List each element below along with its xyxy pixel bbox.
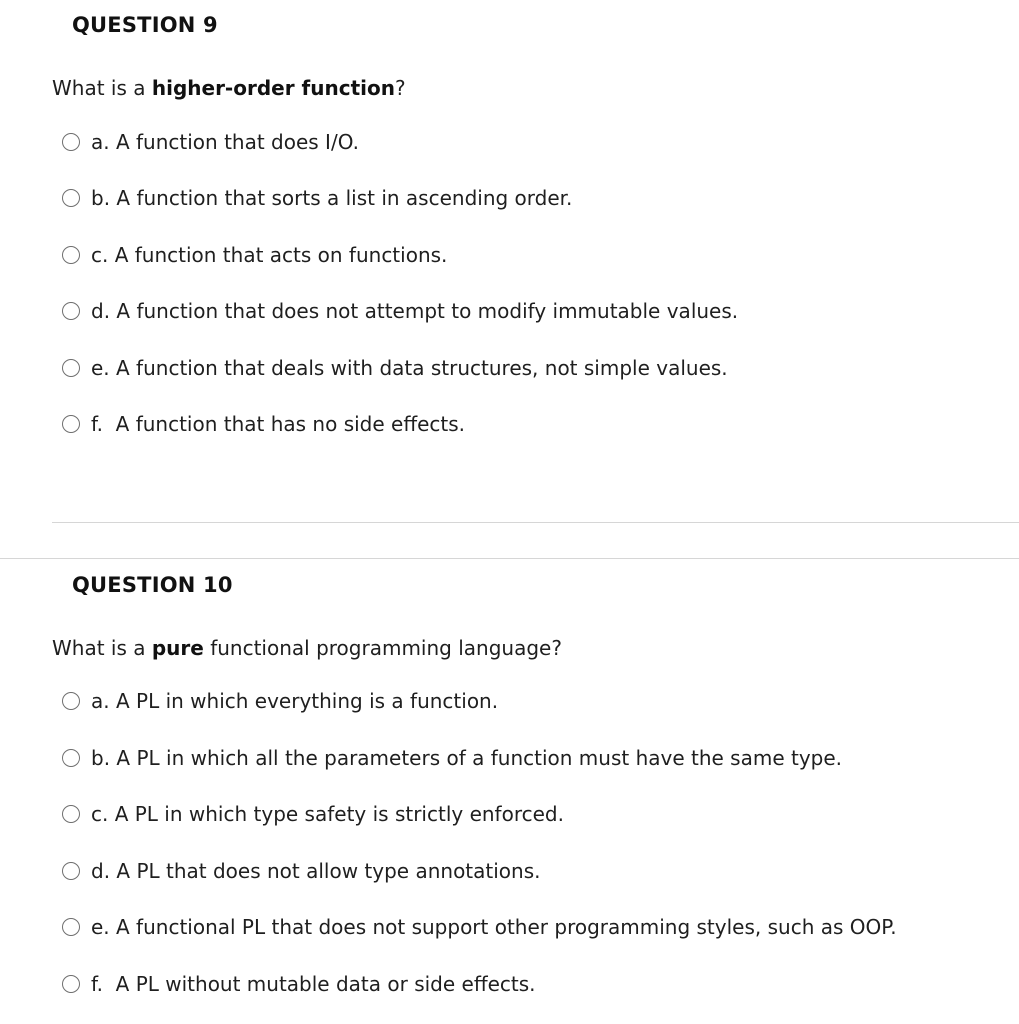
answer-option-a[interactable] — [62, 130, 359, 154]
radio-button-icon[interactable] — [62, 918, 80, 936]
radio-button-icon[interactable] — [62, 749, 80, 767]
question-title: QUESTION 10 — [72, 573, 233, 597]
answer-option-b[interactable] — [62, 746, 842, 770]
answer-option-label: c. A function that acts on functions. — [91, 243, 448, 267]
answer-option-label: e. A functional PL that does not support other programming styles, such as OOP. — [91, 915, 897, 939]
answer-option-e[interactable] — [62, 356, 728, 380]
radio-button-icon[interactable] — [62, 862, 80, 880]
answer-option-e[interactable] — [62, 915, 897, 939]
radio-button-icon[interactable] — [62, 415, 80, 433]
answer-option-d[interactable] — [62, 859, 541, 883]
answer-option-label: d. A PL that does not allow type annotations. — [91, 859, 541, 883]
radio-button-icon[interactable] — [62, 302, 80, 320]
prompt-emphasis: pure — [151, 636, 204, 660]
radio-button-icon[interactable] — [62, 359, 80, 377]
answer-option-label: a. A function that does I/O. — [91, 130, 359, 154]
answer-option-f[interactable] — [62, 412, 465, 436]
answer-option-a[interactable] — [62, 689, 498, 713]
radio-button-icon[interactable] — [62, 189, 80, 207]
prompt-emphasis: higher-order function — [151, 76, 395, 100]
prompt-text: What is a — [52, 636, 152, 660]
answer-option-label: b. A function that sorts a list in ascending order. — [91, 186, 573, 210]
question-divider — [52, 522, 1019, 523]
answer-option-label: a. A PL in which everything is a function. — [91, 689, 499, 713]
answer-option-f[interactable] — [62, 972, 536, 996]
answer-option-c[interactable] — [62, 802, 564, 826]
prompt-text: What is a — [52, 76, 152, 100]
question-prompt — [52, 638, 562, 658]
answer-option-label: e. A function that deals with data structures, not simple values. — [91, 356, 728, 380]
radio-button-icon[interactable] — [62, 692, 80, 710]
answer-option-label: d. A function that does not attempt to modify immutable values. — [91, 299, 739, 323]
answer-option-b[interactable] — [62, 186, 572, 210]
radio-button-icon[interactable] — [62, 975, 80, 993]
question-title: QUESTION 9 — [72, 13, 218, 37]
prompt-text-end: functional programming language? — [203, 636, 562, 660]
radio-button-icon[interactable] — [62, 133, 80, 151]
radio-button-icon[interactable] — [62, 246, 80, 264]
answer-option-d[interactable] — [62, 299, 738, 323]
answer-option-label: b. A PL in which all the parameters of a function must have the same type. — [91, 746, 843, 770]
answer-option-label: f. A PL without mutable data or side effects. — [91, 972, 536, 996]
answer-option-label: f. A function that has no side effects. — [91, 412, 466, 436]
section-divider — [0, 558, 1019, 559]
radio-button-icon[interactable] — [62, 805, 80, 823]
answer-option-c[interactable] — [62, 243, 447, 267]
answer-option-label: c. A PL in which type safety is strictly enforced. — [91, 802, 564, 826]
prompt-text-end: ? — [394, 76, 406, 100]
question-prompt — [52, 78, 406, 98]
